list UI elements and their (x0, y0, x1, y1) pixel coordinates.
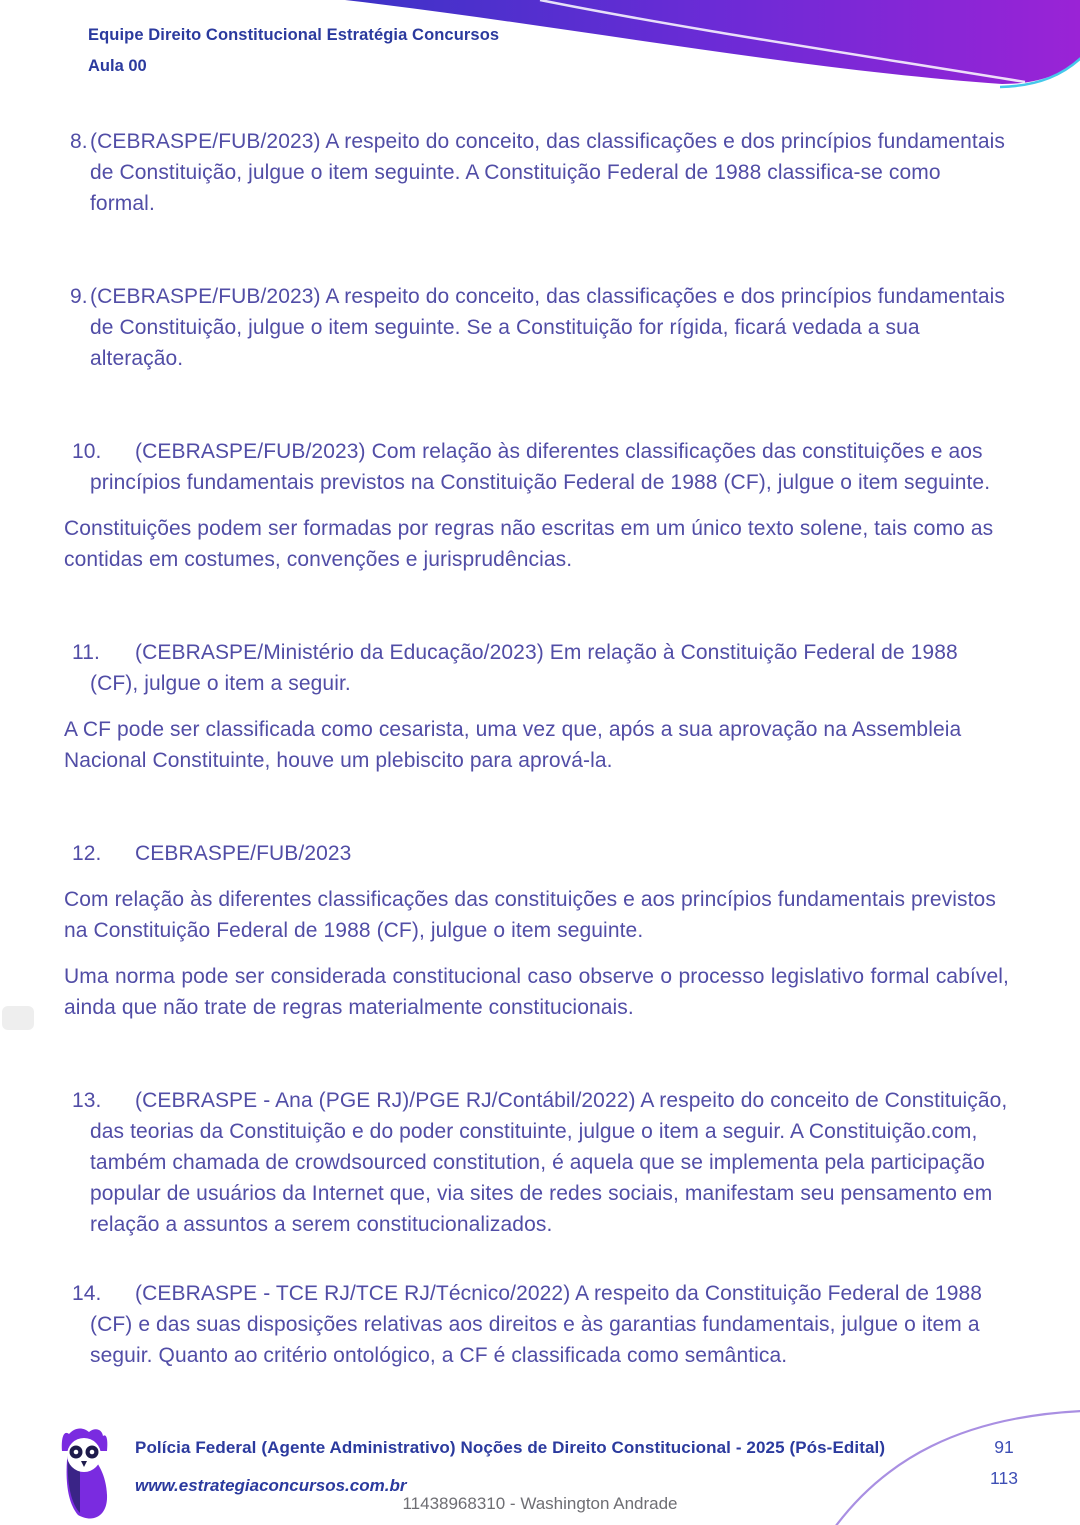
question-text: (CEBRASPE - Ana (PGE RJ)/PGE RJ/Contábil/2022) A respeito do conceito de Constituição, das teorias da Constituição e do poder constituinte, julgue o item a seguir. A Constituição.com, também chamada de crowdsourced constitution, é aquela que se implementa pela participação popular de usuários da Internet que, via sites de redes sociais, manifestam seu pensamento em relação a assuntos a serem constitucionalizados. (90, 1089, 1008, 1236)
question-item (64, 281, 1009, 374)
paragraph (64, 714, 1009, 776)
question-number: 12. (72, 842, 102, 865)
paragraph (64, 513, 1009, 575)
header-lesson-label: Aula 00 (88, 56, 147, 75)
question-text: (CEBRASPE/FUB/2023) A respeito do conceito, das classificações e dos princípios fundamentais de Constituição, julgue o item seguinte. Se a Constituição for rígida, ficará vedada a sua alteração. (90, 285, 1005, 370)
question-number: 13. (72, 1089, 102, 1112)
paragraph-text: A CF pode ser classificada como cesarista, uma vez que, após a sua aprovação na Assembleia Nacional Constituinte, houve um plebiscito para aprová-la. (64, 718, 962, 772)
paragraph-text: Constituições podem ser formadas por regras não escritas em um único texto solene, tais como as contidas em costumes, convenções e jurisprudências. (64, 517, 994, 571)
question-number: 9. (70, 285, 88, 308)
paragraph (64, 961, 1009, 1023)
question-item (64, 436, 1009, 498)
license-watermark: 11438968310 - Washington Andrade (402, 1494, 678, 1513)
question-text: (CEBRASPE - TCE RJ/TCE RJ/Técnico/2022) A respeito da Constituição Federal de 1988 (CF) e das suas disposições relativas aos direitos e às garantias fundamentais, julgue o item a seguir. Quanto ao critério ontológico, a CF é classificada como semântica. (90, 1282, 983, 1367)
question-number: 14. (72, 1282, 102, 1305)
question-item (64, 838, 1009, 869)
corner-arc-decoration (830, 1405, 1080, 1525)
question-text: (CEBRASPE/FUB/2023) Com relação às diferentes classificações das constituições e aos princípios fundamentais previstos na Constituição Federal de 1988 (CF), julgue o item seguinte. (90, 440, 991, 494)
footer-course-title: Polícia Federal (Agente Administrativo) Noções de Direito Constitucional - 2025 (Pós-Edital) (135, 1438, 886, 1457)
question-number: 11. (72, 641, 100, 664)
question-text: CEBRASPE/FUB/2023 (135, 842, 352, 865)
question-item (64, 637, 1009, 699)
paragraph (64, 884, 1009, 946)
question-text: (CEBRASPE/Ministério da Educação/2023) Em relação à Constituição Federal de 1988 (CF), julgue o item a seguir. (90, 641, 958, 695)
footer-website-link[interactable]: www.estrategiaconcursos.com.br (135, 1476, 407, 1495)
header-team-title: Equipe Direito Constitucional Estratégia Concursos (88, 26, 500, 44)
question-number: 10. (72, 440, 102, 463)
question-text: (CEBRASPE/FUB/2023) A respeito do conceito, das classificações e dos princípios fundamentais de Constituição, julgue o item seguinte. A Constituição Federal de 1988 classifica-se como formal. (90, 130, 1005, 215)
paragraph-text: Com relação às diferentes classificações das constituições e aos princípios fundamentais previstos na Constituição Federal de 1988 (CF), julgue o item seguinte. (64, 888, 996, 942)
page-header (88, 26, 499, 77)
question-number: 8. (70, 130, 88, 153)
page-number-current: 91 (994, 1437, 1014, 1457)
question-item (64, 1278, 1009, 1371)
paragraph-text: Uma norma pode ser considerada constitucional caso observe o processo legislativo formal cabível, ainda que não trate de regras materialmente constitucionais. (64, 965, 1009, 1019)
page-number-total: 113 (990, 1468, 1018, 1488)
question-item (64, 126, 1009, 219)
content (64, 126, 1009, 1371)
question-item (64, 1085, 1009, 1240)
scan-artifact (2, 1006, 34, 1030)
